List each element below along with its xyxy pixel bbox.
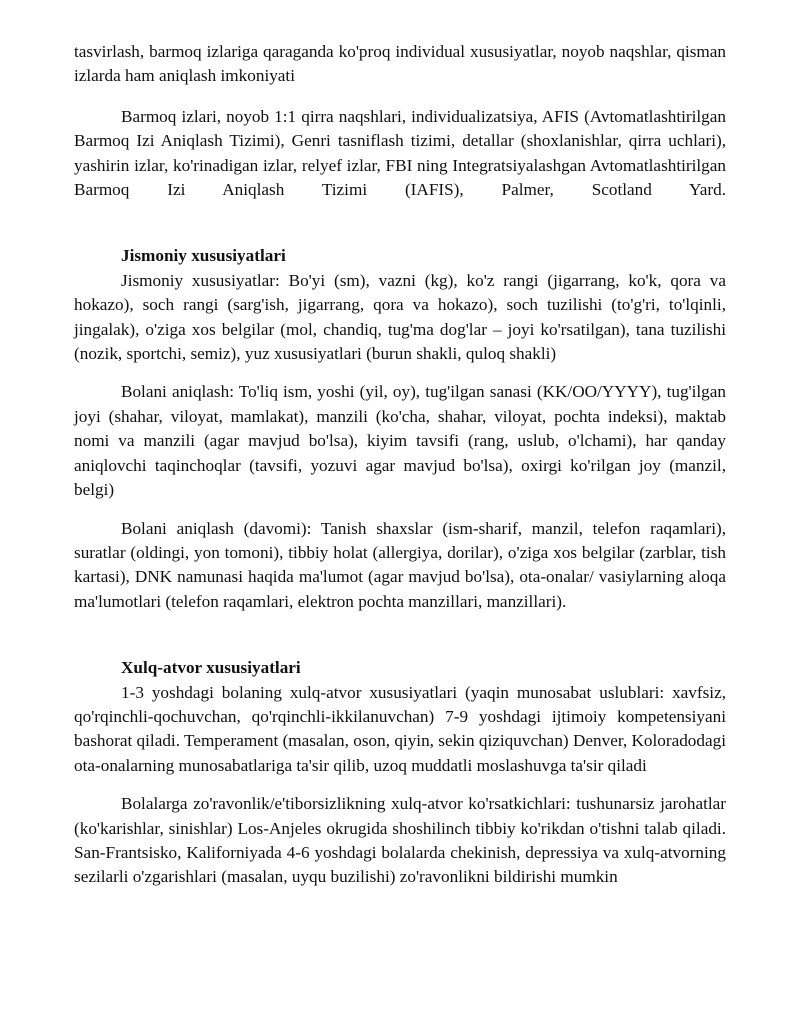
heading-behavioral-characteristics: Xulq-atvor xususiyatlari [121,658,301,678]
paragraph-child-identification: Bolani aniqlash: To'liq ism, yoshi (yil, oy), tug'ilgan sanasi (KK/OO/YYYY), tug'ilgan joyi (shahar, viloyat, mamlakat), manzili (ko'cha, shahar, viloyat, pochta indeksi), maktab nomi va manzili (agar mavjud bo'lsa), kiyim tavsifi (rang, uslub, o'lchami), har qanday aniqlovchi taqinchoqlar (tavsifi, yozuvi agar mavjud bo'lsa), oxirgi ko'rilgan joy (manzil, belgi) [74,382,726,500]
heading-physical-characteristics: Jismoniy xususiyatlari [121,246,286,266]
paragraph-physical-characteristics: Jismoniy xususiyatlar: Bo'yi (sm), vazni (kg), ko'z rangi (jigarrang, ko'k, qora va hokazo), soch rangi (sarg'ish, jigarrang, qora va hokazo), soch tuzilishi (to'g'ri, to'lqinli, jingalak), o'ziga xos belgilar (mol, chandiq, tug'ma dog'lar – joyi ko'rsatilgan), tana tuzilishi (nozik, sportchi, semiz), yuz xususiyatlari (burun shakli, quloq shakli) [74,270,726,364]
paragraph-abuse-indicators: Bolalarga zo'ravonlik/e'tiborsizlikning xulq-atvor ko'rsatkichlari: tushunarsiz jarohatlar (ko'karishlar, sinishlar) Los-Anjeles okrugida shoshilinch tibbiy ko'rikdan o'tishni talab qiladi. San-Frantsisko, Kaliforniyada 4-6 yoshdagi bolalarda chekinish, depressiya va xulq-atvorning sezilarli o'zgarishlari (masalan, uyqu buzilishi) zo'ravonlikni bildirishi mumkin [74,794,726,887]
document-page [74,40,726,890]
paragraph-behavioral-characteristics: 1-3 yoshdagi bolaning xulq-atvor xususiyatlari (yaqin munosabat uslublari: xavfsiz, qo'rqinchli-qochuvchan, qo'rqinchli-ikkilanuvchan) 7-9 yoshdagi ijtimoiy kompetensiyani bashorat qiladi. Temperament (masalan, oson, qiyin, sekin qiziquvchan) Denver, Koloradodagi ota-onalarning munosabatlariga ta'sir qilib, uzoq muddatli moslashuvga ta'sir qiladi [74,682,726,775]
paragraph-fingerprints: Barmoq izlari, noyob 1:1 qirra naqshlari, individualizatsiya, AFIS (Avtomatlashtirilgan Barmoq Izi Aniqlash Tizimi), Genri tasniflash tizimi, detallar (shoxlanishlar, qirra uchlari), yashirin izlar, ko'rinadigan izlar, relyef izlar, FBI ning Integratsiyalashgan Avtomatlashtirilgan Barmoq Izi Aniqlash Tizimi (IAFIS), Palmer, Scotland Yard. [74,106,726,200]
paragraph-child-identification-continued: Bolani aniqlash (davomi): Tanish shaxslar (ism-sharif, manzil, telefon raqamlari), suratlar (oldingi, yon tomoni), tibbiy holat (allergiya, dorilar), o'ziga xos belgilar (zarblar, tish kartasi), DNK namunasi haqida ma'lumot (agar mavjud bo'lsa), ota-onalar/ vasiylarning aloqa ma'lumotlari (telefon raqamlari, elektron pochta manzillari, manzillari). [74,518,726,611]
paragraph-continuation: tasvirlash, barmoq izlariga qaraganda ko'proq individual xususiyatlar, noyob naqshlar, qisman izlarda ham aniqlash imkoniyati [74,42,726,86]
